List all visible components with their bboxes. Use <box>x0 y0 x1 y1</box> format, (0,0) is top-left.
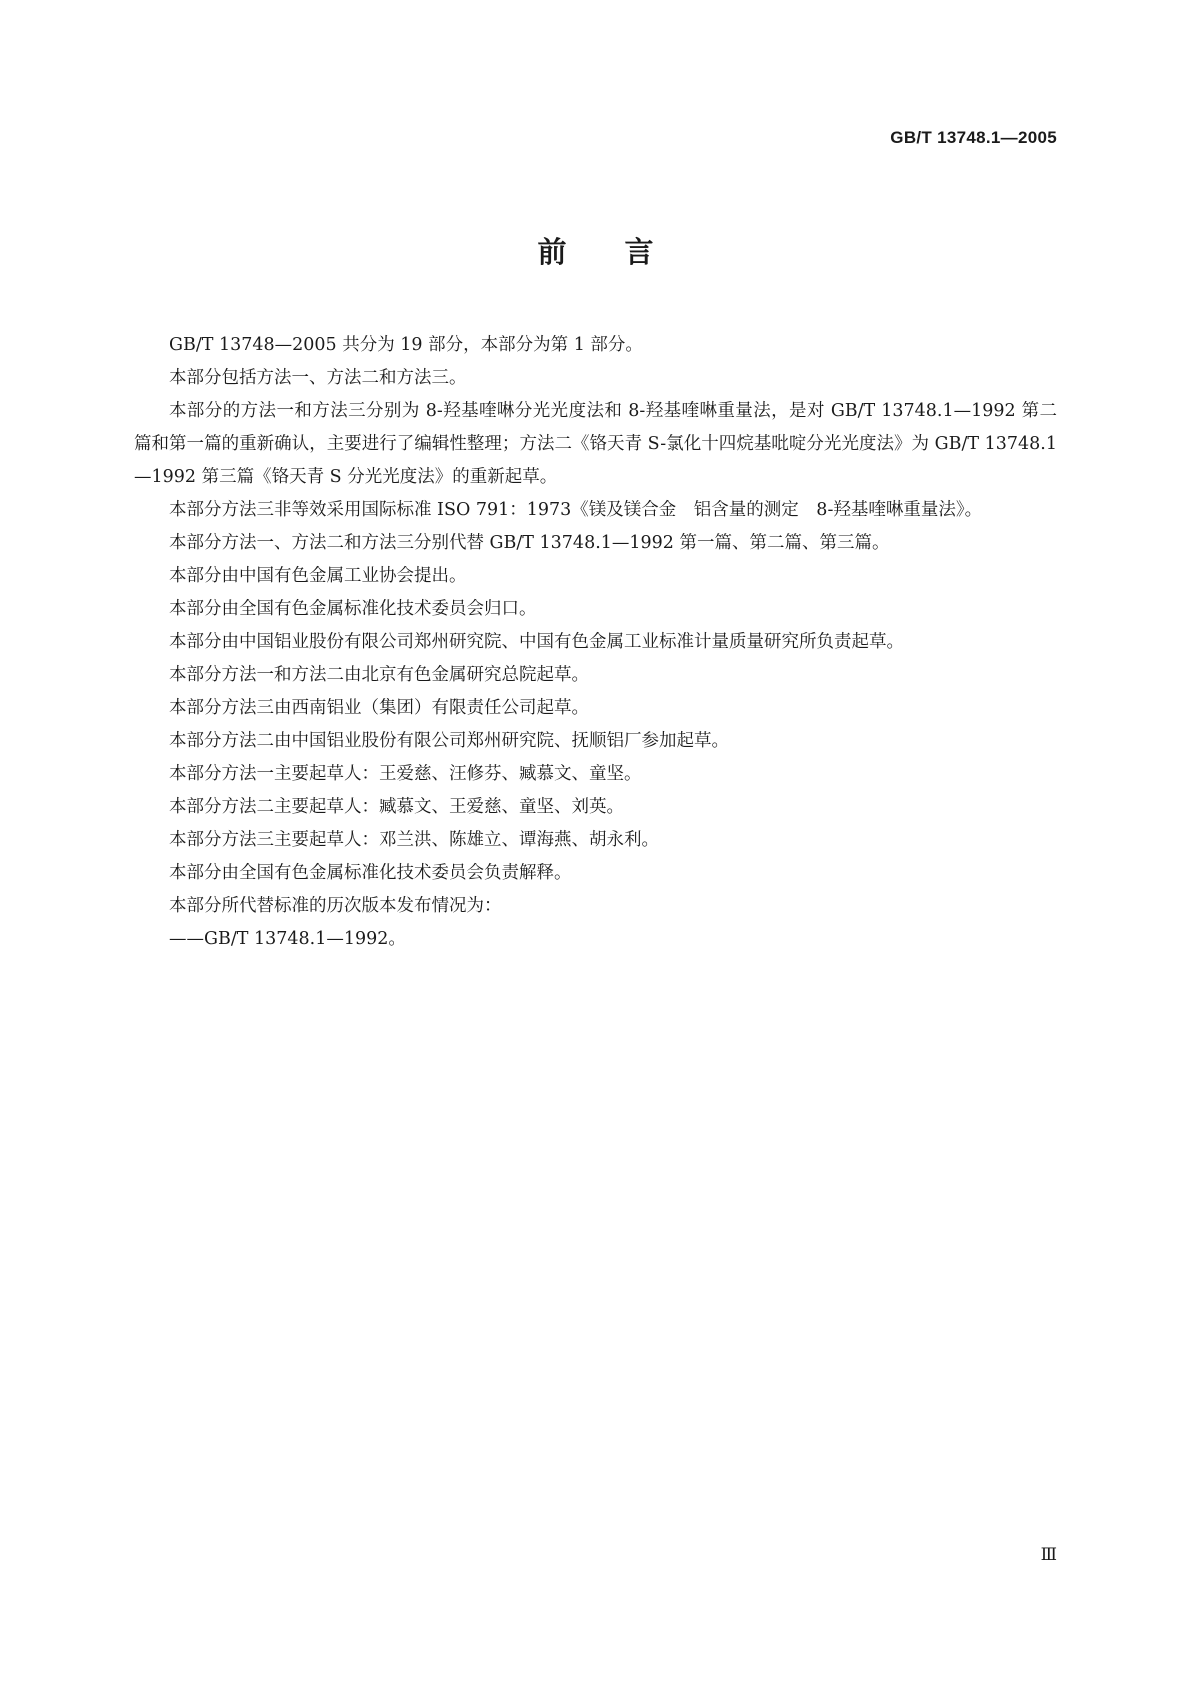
standard-number: GB/T 13748.1—2005 <box>890 128 1057 147</box>
page-title: 前言 <box>537 235 712 269</box>
paragraph-methods-included: 本部分包括方法一、方法二和方法三。 <box>169 368 467 388</box>
paragraph-centralized-by: 本部分由全国有色金属标准化技术委员会归口。 <box>169 599 537 619</box>
foreword-body <box>134 329 1057 956</box>
paragraph-parts-count: GB/T 13748—2005 共分为 19 部分，本部分为第 1 部分。 <box>169 335 643 355</box>
paragraph-drafted-method-3: 本部分方法三由西南铝业（集团）有限责任公司起草。 <box>169 698 589 718</box>
paragraph-drafted-methods-1-2: 本部分方法一和方法二由北京有色金属研究总院起草。 <box>169 665 589 685</box>
page-number: Ⅲ <box>1040 1545 1057 1564</box>
paragraph-methods-origin: 本部分的方法一和方法三分别为 8-羟基喹啉分光光度法和 8-羟基喹啉重量法，是对 GB/T 13748.1—1992 第二篇和第一篇的重新确认，主要进行了编辑性整理；方法二《铬天青 S-氯化十四烷基吡啶分光光度法》为 GB/T 13748.1—1992 第三篇《铬天青 S 分光光度法》的重新起草。 <box>134 401 1057 487</box>
paragraph-replaces: 本部分方法一、方法二和方法三分别代替 GB/T 13748.1—1992 第一篇、第二篇、第三篇。 <box>169 533 890 553</box>
paragraph-drafters-method-1: 本部分方法一主要起草人：王爱慈、汪修芬、臧慕文、童坚。 <box>169 764 642 784</box>
paragraph-drafted-by: 本部分由中国铝业股份有限公司郑州研究院、中国有色金属工业标准计量质量研究所负责起草。 <box>169 632 904 652</box>
paragraph-iso-adoption: 本部分方法三非等效采用国际标准 ISO 791：1973《镁及镁合金 铝含量的测定 8-羟基喹啉重量法》。 <box>169 500 983 520</box>
paragraph-participants-method-2: 本部分方法二由中国铝业股份有限公司郑州研究院、抚顺铝厂参加起草。 <box>169 731 729 751</box>
paragraph-previous-editions: 本部分所代替标准的历次版本发布情况为： <box>169 896 502 916</box>
paragraph-interpretation: 本部分由全国有色金属标准化技术委员会负责解释。 <box>169 863 572 883</box>
paragraph-previous-edition-item: ——GB/T 13748.1—1992。 <box>169 929 406 949</box>
paragraph-drafters-method-2: 本部分方法二主要起草人：臧慕文、王爱慈、童坚、刘英。 <box>169 797 624 817</box>
paragraph-proposed-by: 本部分由中国有色金属工业协会提出。 <box>169 566 467 586</box>
paragraph-drafters-method-3: 本部分方法三主要起草人：邓兰洪、陈雄立、谭海燕、胡永利。 <box>169 830 659 850</box>
